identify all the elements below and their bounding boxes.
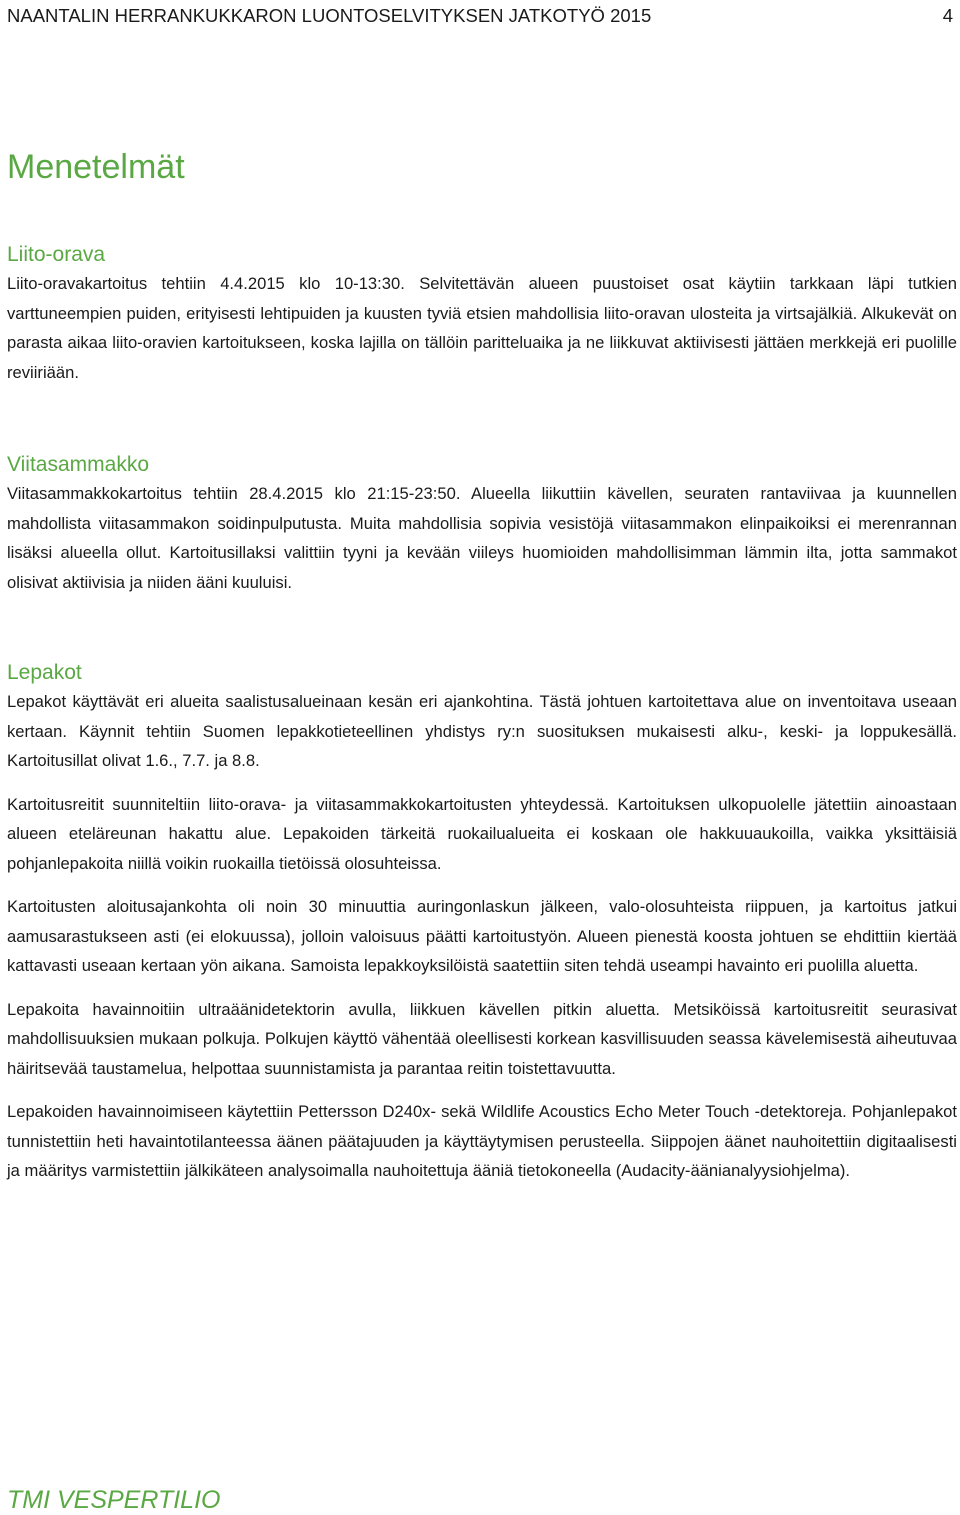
paragraph: Lepakoiden havainnoimiseen käytettiin Pettersson D240x- sekä Wildlife Acoustics Echo Meter Touch -detektoreja. Pohjanlepakot tunnistettiin heti havaintotilanteessa äänen päätajuuden ja käyttäytymisen perusteella. Siippojen äänet nauhoitettiin digitaalisesti ja määritys varmistettiin jälkikäteen analysoimalla nauhoitettuja ääniä tietokoneella (Audacity-äänianalyysiohjelma). xyxy=(7,1102,957,1180)
page-header xyxy=(7,4,953,28)
document-title: NAANTALIN HERRANKUKKARON LUONTOSELVITYKSEN JATKOTYÖ 2015 xyxy=(7,5,652,26)
paragraph: Viitasammakkokartoitus tehtiin 28.4.2015 klo 21:15-23:50. Alueella liikuttiin kävellen, seuraten rantaviivaa ja kuunnellen mahdollista viitasammakon soidinpulputusta. Muita mahdollisia sopivia vesistöjä viitasammakon elinpaikoiksi ei merenrannan lisäksi alueella ollut. Kartoitusillaksi valittiin tyyni ja kevään viileys huomioiden mahdollisimman lämmin ilta, jotta sammakot olisivat aktiivisia ja niiden ääni kuuluisi. xyxy=(7,484,957,592)
section-heading: Lepakot xyxy=(7,661,82,684)
page-number: 4 xyxy=(942,5,953,26)
page-title: Menetelmät xyxy=(7,148,185,186)
section-heading: Viitasammakko xyxy=(7,453,149,476)
paragraph: Lepakot käyttävät eri alueita saalistusalueinaan kesän eri ajankohtina. Tästä johtuen kartoitettava alue on inventoitava useaan kertaan. Käynnit tehtiin Suomen lepakkotieteellinen yhdistys ry:n suosituksen mukaisesti alku-, keski- ja loppukesällä. Kartoitusillat olivat 1.6., 7.7. ja 8.8. xyxy=(7,692,957,770)
section-heading: Liito-orava xyxy=(7,243,106,266)
footer-company-name: TMI VESPERTILIO xyxy=(7,1486,221,1514)
section-liito-orava xyxy=(7,241,957,387)
paragraph: Kartoitusreitit suunniteltiin liito-orava- ja viitasammakkokartoitusten yhteydessä. Kartoituksen ulkopuolelle jätettiin ainoastaan alueen eteläreunan hakattu alue. Lepakoiden tärkeitä ruokailualueita ei koskaan ole hakkuuaukoilla, vaikka yksittäisiä pohjanlepakoita niillä voikin ruokailla tietöissä olosuhteissa. xyxy=(7,794,957,873)
paragraph: Kartoitusten aloitusajankohta oli noin 30 minuuttia auringonlaskun jälkeen, valo-olosuhteista riippuen, ja kartoitus jatkui aamusarastukseen asti (ei elokuussa), jolloin valoisuus päätti kartoitustyön. Alueen pienestä koosta johtuen se ehdittiin kiertää kattavasti useaan kertaan yön aikana. Samoista lepakkoyksilöistä saatettiin siten tehdä useampi havainto eri puolilla aluetta. xyxy=(7,897,957,975)
paragraph: Lepakoita havainnoitiin ultraäänidetektorin avulla, liikkuen kävellen pitkin aluetta. Metsiköissä kartoitusreitit seurasivat mahdollisuuksien mukaan polkuja. Polkujen käyttö vähentää oleellisesti korkean kasvillisuuden seassa kävelemisestä aiheutuvaa häiritsevää taustamelua, helpottaa suunnistamista ja parantaa reitin toistettavuutta. xyxy=(7,999,957,1078)
section-viitasammakko xyxy=(7,451,957,597)
paragraph: Liito-oravakartoitus tehtiin 4.4.2015 klo 10-13:30. Selvitettävän alueen puustoiset osat käytiin tarkkaan läpi tutkien varttuneempien puiden, erityisesti lehtipuiden ja kuusten tyviä etsien mahdollisia liito-oravan ulosteita ja virtsajälkiä. Alkukevät on parasta aikaa liito-oravien kartoitukseen, koska lajilla on tällöin paritteluaika ja ne liikkuvat aktiivisesti jättäen merkkejä eri puolille reviiriään. xyxy=(7,274,957,382)
section-lepakot xyxy=(7,659,957,1186)
